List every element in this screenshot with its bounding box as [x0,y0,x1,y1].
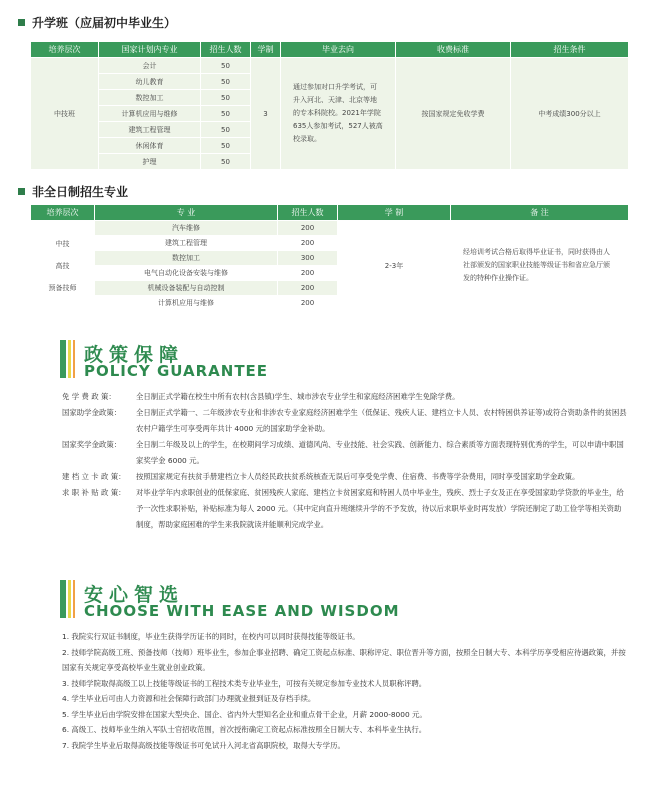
list-item: 7. 我院学生毕业后取得高级技能等级证书可免试升入河北省高职院校，取得大专学历。 [62,740,345,750]
count-cell: 300 [278,251,338,266]
major-cell: 会计 [99,58,201,74]
list-item: 2. 技师学院高级工班、预备技师（技师）班毕业生，参加企事业招聘、确定工资起点标准、职称评定、职位晋升等方面，按照全日制大专、本科学历享受相应待遇政策，并按国家有关规定享受高校毕业生就业创业政策。 [62,647,626,672]
policy-item [62,405,628,437]
policy-item-text: 全日制正式学籍在校生中所有农村(含县镇)学生、城市涉农专业学生和家庭经济困难学生免除学费。 [136,392,460,401]
count-cell: 50 [201,138,251,154]
level-label: 高技 [55,261,70,270]
count-cell: 200 [278,281,338,296]
green-stripe-decoration [60,580,66,618]
section2-title [18,183,128,200]
major-cell: 数控加工 [95,251,278,266]
policy-item [62,437,628,469]
duration-cell: 2-3年 [338,221,451,311]
major-cell: 计算机应用与维修 [95,296,278,311]
policy-banner [18,340,638,380]
count-cell: 50 [201,106,251,122]
part-time-table [30,204,629,311]
orange-stripe-decoration [73,340,75,378]
major-cell: 电气自动化设备安装与维修 [95,266,278,281]
yellow-stripe-decoration [68,340,71,378]
header-cell: 国家计划内专业 [99,42,201,58]
major-cell: 幼儿教育 [99,74,201,90]
policy-title-cn: 政策保障 [84,344,185,366]
policy-item-label: 求 职 补 贴 政 策： [62,488,126,497]
square-bullet-icon [18,19,25,26]
policy-item [62,469,628,485]
policy-item-text: 对毕业学年内求职创业的低保家庭、贫困残疾人家庭、建档立卡贫困家庭和特困人员中毕业生，残疾、烈士子女及正在享受国家助学贷款的毕业生，给予一次性求职补贴，补贴标准为每人 2000 元。（其中定向直升班继续升学的不予发放，待以后求职毕业时再发放）学院还制定了助工俭学等相关资助制度，帮助家庭困难的学生来我院就读并能顺利完成学业。 [136,488,624,529]
list-item: 5. 学生毕业后由学院安排在国家大型央企、国企、省内外大型知名企业和重点骨干企业，月薪 2000-8000 元。 [62,709,427,719]
policy-item-label: 建 档 立 卡 政 策： [62,472,126,481]
section2-title-text: 非全日制招生专业 [32,185,129,199]
major-cell: 休闲体育 [99,138,201,154]
major-cell: 计算机应用与维修 [99,106,201,122]
count-cell: 200 [278,296,338,311]
table-header-row [31,205,629,221]
policy-item-text: 全日制二年级及以上的学生，在校期间学习成绩、道德风尚、专业技能、社会实践、创新能力、综合素质等方面表现特别优秀的学生，可以申请中职国家奖学金 6000 元。 [136,440,624,465]
table-row [31,221,629,236]
destination-cell: 通过参加对口升学考试，可升入河北、天津、北京等地的专本科院校。2021年学院635人参加考试，527人被高校录取。 [281,58,396,170]
header-cell: 收费标准 [396,42,511,58]
count-cell: 50 [201,58,251,74]
section1-title-text: 升学班（应届初中毕业生） [32,16,177,30]
header-cell: 专 业 [95,205,278,221]
major-cell: 机械设备装配与自动控制 [95,281,278,296]
list-item: 3. 技师学院取得高级工以上技能等级证书的工程技术类专业毕业生，可按有关规定参加专业技术人员职称评聘。 [62,678,427,688]
yellow-stripe-decoration [68,580,71,618]
major-cell: 汽车维修 [95,221,278,236]
major-cell: 数控加工 [99,90,201,106]
table-header-row [31,42,629,58]
count-cell: 200 [278,221,338,236]
header-cell: 备 注 [451,205,629,221]
header-cell: 毕业去向 [281,42,396,58]
level-cell: 中技班 [31,58,99,170]
choose-title-en: CHOOSE WITH EASE AND WISDOM [84,602,400,620]
header-cell: 招生人数 [201,42,251,58]
count-cell: 50 [201,74,251,90]
note-cell: 经培训考试合格后取得毕业证书，同时获得由人社部颁发的国家职业技能等级证书和省应急厅颁发的特种作业操作证。 [451,221,629,311]
count-cell: 200 [278,236,338,251]
table-row [31,58,629,74]
fee-cell: 按国家规定免收学费 [396,58,511,170]
upgrade-class-table [30,41,629,170]
level-label: 中技 [55,239,70,248]
list-item: 6. 高级工、技师毕业生纳入军队士官招收范围，首次授衔确定工资起点标准按照全日制大专、本科毕业生执行。 [62,725,427,734]
policy-item-label: 国家助学金政策： [62,408,122,417]
count-cell: 200 [278,266,338,281]
level-label: 预备技师 [48,283,77,292]
header-cell: 学 制 [338,205,451,221]
count-cell: 50 [201,90,251,106]
policy-item-label: 国家奖学金政策： [62,440,122,449]
major-cell: 建筑工程管理 [95,236,278,251]
count-cell: 50 [201,154,251,170]
green-stripe-decoration [60,340,66,378]
level-cell [31,221,95,311]
square-bullet-icon [18,188,25,195]
orange-stripe-decoration [73,580,75,618]
header-cell: 培养层次 [31,205,95,221]
condition-cell: 中考成绩300分以上 [511,58,629,170]
list-item: 4. 学生毕业后可由人力资源和社会保障行政部门办理就业报到证及存档手续。 [62,694,316,703]
count-cell: 50 [201,122,251,138]
policy-item [62,485,628,533]
policy-item-label: 免 学 费 政 策： [62,392,116,401]
policy-list [62,389,628,533]
choose-title-cn: 安心智选 [84,584,185,606]
list-item: 1. 我院实行双证书制度，毕业生获得学历证书的同时，在校内可以同时获得技能等级证书。 [62,632,360,641]
header-cell: 培养层次 [31,42,99,58]
policy-item-text: 全日制正式学籍一、二年级涉农专业和非涉农专业家庭经济困难学生（低保证、残疾人证、建档立卡人员、农村特困供养证等)或符合资助条件的贫困县农村户籍学生可享受两年共计 4000 元的国家助学金补助。 [136,408,627,433]
policy-title-en: POLICY GUARANTEE [84,362,269,380]
header-cell: 学制 [251,42,281,58]
choose-list [62,629,628,753]
duration-cell: 3 [251,58,281,170]
header-cell: 招生人数 [278,205,338,221]
major-cell: 护理 [99,154,201,170]
major-cell: 建筑工程管理 [99,122,201,138]
choose-banner [18,580,638,620]
policy-item [62,389,628,405]
section1-title [18,14,176,31]
policy-item-text: 按照国家规定有扶贫手册建档立卡人员经民政扶贫系统核查无误后可享受免学费、住宿费、书费等学杂费用，同时享受国家助学金政策。 [136,472,580,481]
header-cell: 招生条件 [511,42,629,58]
